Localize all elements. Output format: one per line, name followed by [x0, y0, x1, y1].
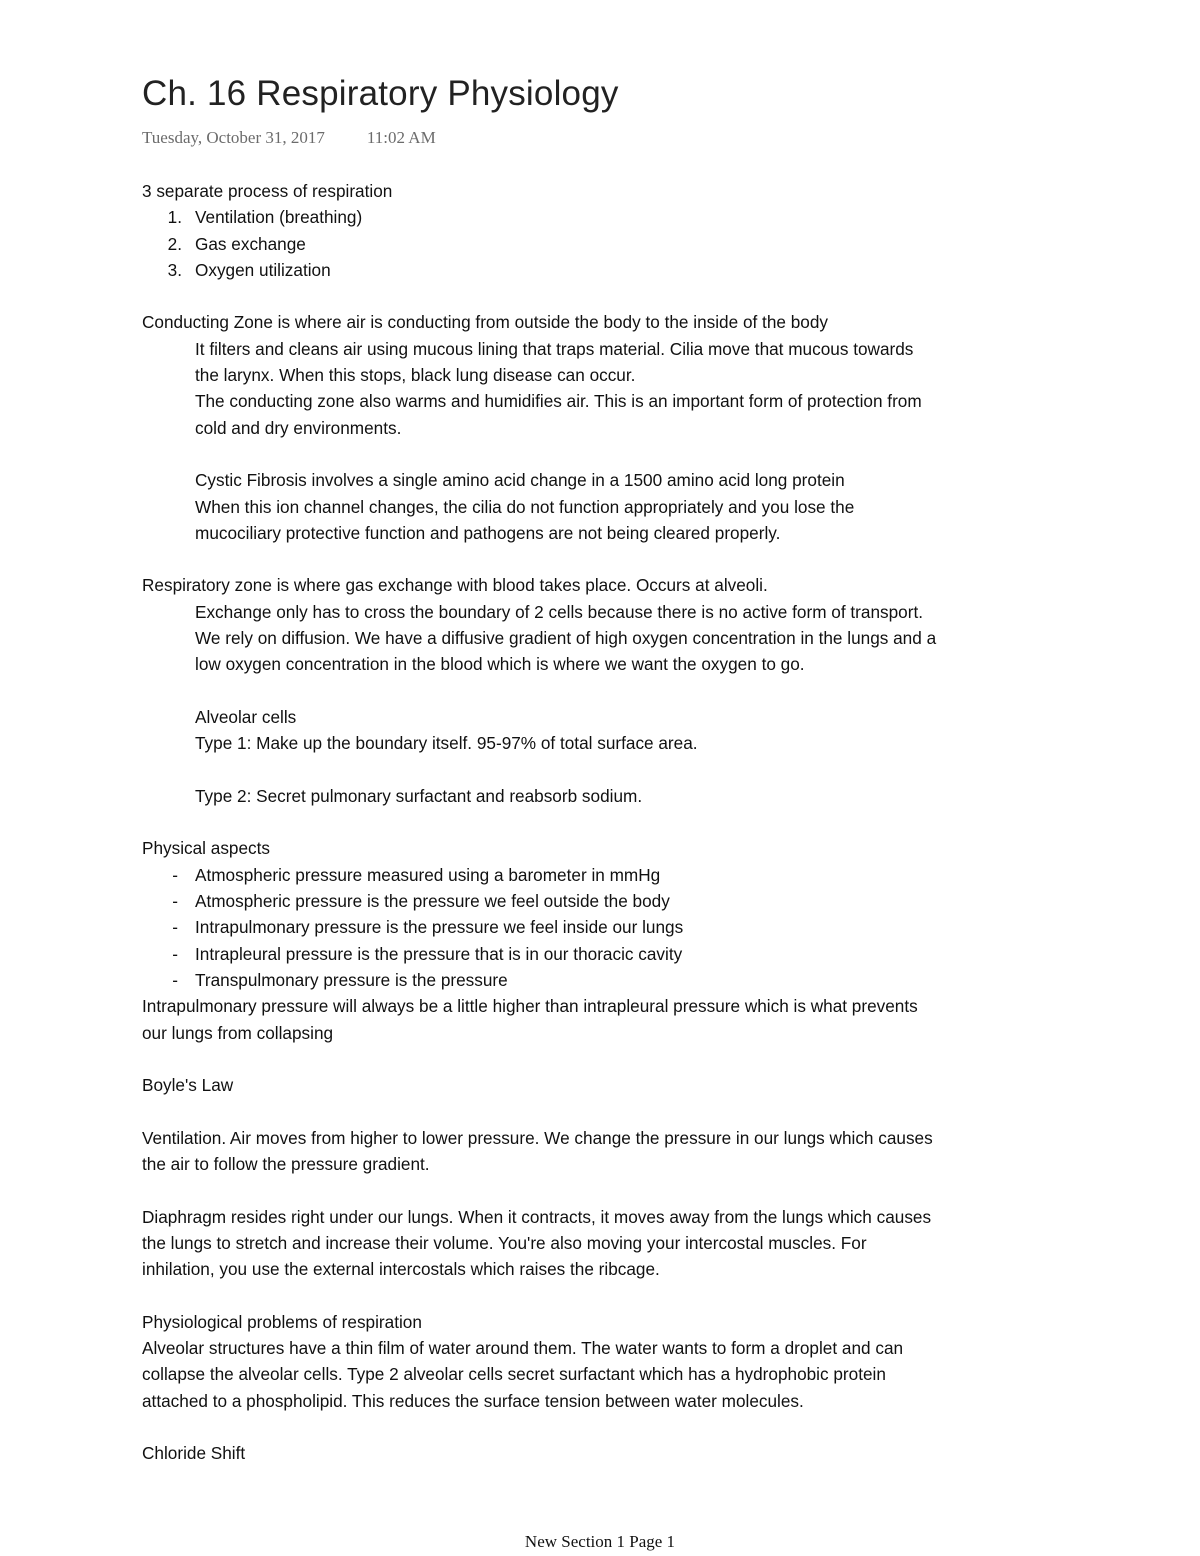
chloride-shift-heading: Chloride Shift	[142, 1443, 246, 1464]
problems-heading: Physiological problems of respiration	[142, 1311, 422, 1332]
paragraph-line: mucociliary protective function and pathogens are not being cleared properly.	[195, 522, 781, 543]
paragraph-line: The conducting zone also warms and humidifies air. This is an important form of protection from	[195, 391, 922, 412]
paragraph-line: low oxygen concentration in the blood which is where we want the oxygen to go.	[195, 654, 805, 675]
paragraph-line: Cystic Fibrosis involves a single amino acid change in a 1500 amino acid long protein	[195, 470, 845, 491]
page-title: Ch. 16 Respiratory Physiology	[142, 74, 619, 113]
paragraph-line: attached to a phospholipid. This reduces the surface tension between water molecules.	[142, 1390, 804, 1411]
page-date: Tuesday, October 31, 2017	[142, 128, 325, 147]
paragraph-line: Alveolar structures have a thin film of water around them. The water wants to form a droplet and can	[142, 1338, 904, 1359]
paragraph-line: the lungs to stretch and increase their volume. You're also moving your intercostal muscles. For	[142, 1232, 867, 1253]
list-item: 2. Gas exchange	[167, 233, 306, 254]
list-item: 1. Ventilation (breathing)	[167, 207, 363, 228]
boyles-law-heading: Boyle's Law	[142, 1075, 234, 1096]
processes-heading: 3 separate process of respiration	[142, 181, 393, 201]
paragraph-line: Type 2: Secret pulmonary surfactant and reabsorb sodium.	[195, 785, 643, 806]
paragraph-line: collapse the alveolar cells. Type 2 alveolar cells secret surfactant which has a hydrophobic protein	[142, 1364, 886, 1385]
list-item: - Intrapulmonary pressure is the pressure we feel inside our lungs	[172, 917, 684, 938]
page-footer: New Section 1 Page 1	[524, 1532, 676, 1551]
list-item: - Intrapleural pressure is the pressure that is in our thoracic cavity	[172, 943, 683, 964]
paragraph-line: It filters and cleans air using mucous lining that traps material. Cilia move that mucous towards	[195, 338, 914, 359]
page-timestamp	[142, 128, 436, 148]
paragraph-line: inhilation, you use the external intercostals which raises the ribcage.	[142, 1259, 660, 1280]
respiratory-zone-heading: Respiratory zone is where gas exchange with blood takes place. Occurs at alveoli.	[142, 575, 768, 596]
list-item: - Transpulmonary pressure is the pressure	[172, 969, 508, 990]
list-item: 3. Oxygen utilization	[167, 259, 331, 280]
conducting-zone-heading: Conducting Zone is where air is conducting from outside the body to the inside of the body	[142, 312, 828, 333]
physical-aspects-heading: Physical aspects	[142, 838, 271, 859]
list-item: - Atmospheric pressure is the pressure we feel outside the body	[172, 891, 670, 912]
note-body	[142, 178, 1072, 1467]
paragraph-line: Intrapulmonary pressure will always be a little higher than intrapleural pressure which is what prevents	[142, 996, 918, 1017]
paragraph-line: We rely on diffusion. We have a diffusive gradient of high oxygen concentration in the lungs and a	[195, 628, 937, 649]
paragraph-line: When this ion channel changes, the cilia do not function appropriately and you lose the	[195, 496, 855, 517]
paragraph-line: the larynx. When this stops, black lung disease can occur.	[195, 365, 636, 386]
paragraph-line: our lungs from collapsing	[142, 1022, 334, 1043]
paragraph-line: Type 1: Make up the boundary itself. 95-97% of total surface area.	[195, 733, 698, 754]
list-item: - Atmospheric pressure measured using a barometer in mmHg	[172, 864, 661, 885]
paragraph-line: the air to follow the pressure gradient.	[142, 1153, 430, 1174]
paragraph-line: Diaphragm resides right under our lungs. When it contracts, it moves away from the lungs which causes	[142, 1206, 932, 1227]
alveolar-cells-heading: Alveolar cells	[195, 706, 297, 727]
page-time: 11:02 AM	[366, 128, 436, 147]
paragraph-line: cold and dry environments.	[195, 417, 402, 438]
paragraph-line: Exchange only has to cross the boundary of 2 cells because there is no active form of transport.	[195, 601, 924, 622]
paragraph-line: Ventilation. Air moves from higher to lower pressure. We change the pressure in our lungs which causes	[142, 1127, 933, 1148]
